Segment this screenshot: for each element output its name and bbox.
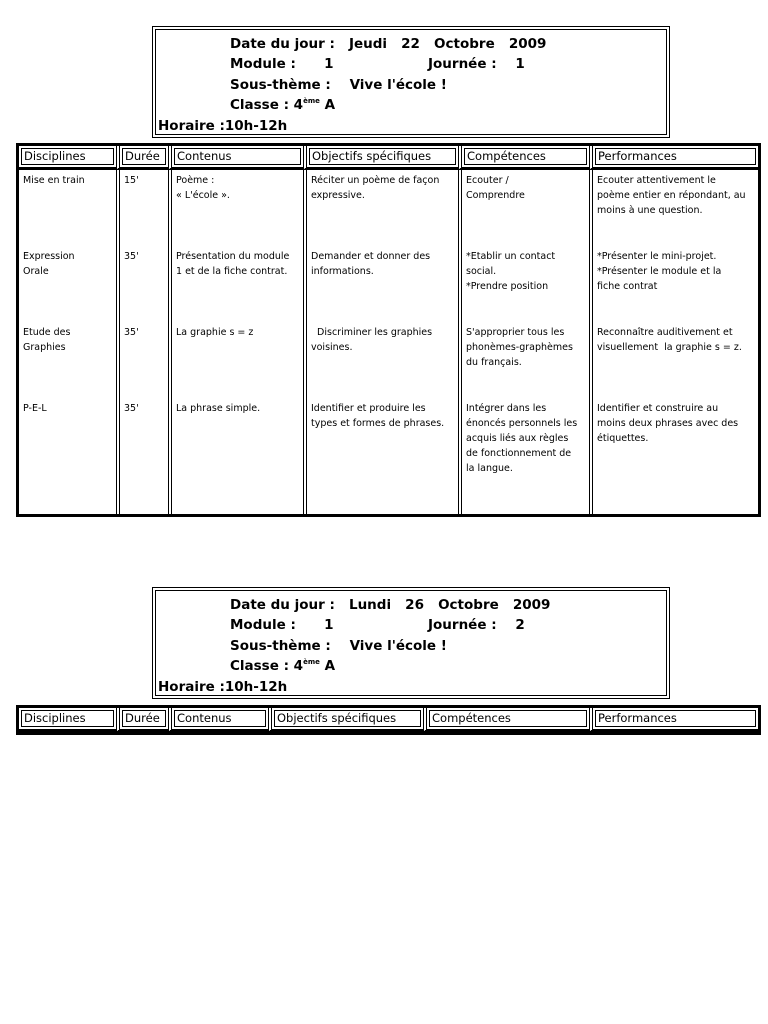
column-body-cell bbox=[589, 170, 758, 514]
cell-text-line: 35' bbox=[124, 251, 139, 262]
column-header-cell bbox=[168, 146, 303, 170]
cell-entry bbox=[23, 249, 112, 325]
cell-text-line: Présentation du module bbox=[176, 251, 290, 262]
column-header-label: Contenus bbox=[174, 710, 266, 727]
cell-entry bbox=[124, 325, 164, 401]
column-header-label: Durée bbox=[122, 710, 166, 727]
cell-entry bbox=[124, 249, 164, 325]
cell-text-line: moins deux phrases avec des bbox=[597, 418, 739, 429]
column-body-cell bbox=[303, 170, 458, 514]
column-body-cell bbox=[458, 170, 589, 514]
column-header-cell bbox=[458, 146, 589, 170]
cell-entry bbox=[311, 249, 454, 325]
cell-entry bbox=[466, 401, 585, 511]
cell-text-line: « L'école ». bbox=[176, 190, 230, 201]
cell-entry bbox=[176, 401, 299, 511]
cell-text-line: S'approprier tous les bbox=[466, 327, 565, 338]
cell-text-line: Expression bbox=[23, 251, 75, 262]
column-header-label: Performances bbox=[595, 710, 756, 727]
cell-entry bbox=[176, 325, 299, 401]
column-header-label: Disciplines bbox=[21, 148, 114, 165]
cell-text-line: *Présenter le module et la bbox=[597, 266, 722, 277]
column-header-cell bbox=[19, 708, 116, 732]
cell-text-line: Identifier et produire les bbox=[311, 403, 426, 414]
cell-entry bbox=[597, 173, 754, 249]
column-body-cell bbox=[19, 170, 116, 514]
cell-text-line: Réciter un poème de façon bbox=[311, 175, 440, 186]
cell-text-line: types et formes de phrases. bbox=[311, 418, 445, 429]
classe-line: Classe : 4ème A bbox=[230, 97, 336, 113]
cell-entry bbox=[124, 401, 164, 511]
cell-text-line: Mise en train bbox=[23, 175, 85, 186]
module-line: Module : 1 bbox=[230, 617, 334, 633]
cell-entry bbox=[311, 173, 454, 249]
column-header-cell bbox=[19, 146, 116, 170]
lesson-header-2 bbox=[152, 587, 670, 699]
cell-text-line: 1 et de la fiche contrat. bbox=[176, 266, 288, 277]
cell-text-line: fiche contrat bbox=[597, 281, 658, 292]
cell-text-line: social. bbox=[466, 266, 497, 277]
theme-line: Sous-thème : Vive l'école ! bbox=[230, 638, 447, 654]
date-line: Date du jour : Jeudi 22 Octobre 2009 bbox=[230, 36, 547, 52]
cell-text-line: Reconnaître auditivement et bbox=[597, 327, 733, 338]
column-header-label: Durée bbox=[122, 148, 166, 165]
column-header-cell bbox=[116, 146, 168, 170]
lesson-table-2 bbox=[16, 705, 761, 735]
column-header-cell bbox=[303, 146, 458, 170]
cell-entry bbox=[311, 325, 454, 401]
column-header-label: Performances bbox=[595, 148, 756, 165]
date-line: Date du jour : Lundi 26 Octobre 2009 bbox=[230, 597, 551, 613]
lesson-table-1 bbox=[16, 143, 761, 517]
column-header-label: Objectifs spécifiques bbox=[309, 148, 456, 165]
cell-text-line: *Etablir un contact bbox=[466, 251, 556, 262]
cell-text-line: *Prendre position bbox=[466, 281, 549, 292]
cell-text-line: énoncés personnels les bbox=[466, 418, 578, 429]
column-header-label: Disciplines bbox=[21, 710, 114, 727]
cell-text-line: Poème : bbox=[176, 175, 215, 186]
cell-entry bbox=[23, 401, 112, 511]
column-header-cell bbox=[589, 708, 758, 732]
column-header-cell bbox=[423, 708, 589, 732]
column-header-cell bbox=[168, 708, 268, 732]
cell-entry bbox=[311, 401, 454, 511]
column-header-label: Compétences bbox=[464, 148, 587, 165]
horaire-line: Horaire :10h-12h bbox=[158, 118, 288, 134]
cell-text-line: Ecouter attentivement le bbox=[597, 175, 716, 186]
cell-text-line: acquis liés aux règles bbox=[466, 433, 569, 444]
column-header-label: Contenus bbox=[174, 148, 301, 165]
cell-text-line: la langue. bbox=[466, 463, 513, 474]
cell-text-line: Orale bbox=[23, 266, 49, 277]
cell-text-line: 35' bbox=[124, 403, 139, 414]
cell-text-line: voisines. bbox=[311, 342, 353, 353]
cell-text-line: visuellement la graphie s = z. bbox=[597, 342, 742, 353]
cell-text-line: phonèmes-graphèmes bbox=[466, 342, 573, 353]
cell-text-line: Intégrer dans les bbox=[466, 403, 547, 414]
cell-text-line: 15' bbox=[124, 175, 139, 186]
cell-text-line: 35' bbox=[124, 327, 139, 338]
journee-line: Journée : 2 bbox=[428, 617, 525, 633]
journee-line: Journée : 1 bbox=[428, 56, 525, 72]
theme-line: Sous-thème : Vive l'école ! bbox=[230, 77, 447, 93]
cell-text-line: Graphies bbox=[23, 342, 66, 353]
table-header-row bbox=[19, 146, 758, 170]
column-header-label: Compétences bbox=[429, 710, 587, 727]
column-body-cell bbox=[116, 170, 168, 514]
cell-entry bbox=[176, 249, 299, 325]
cell-entry bbox=[23, 325, 112, 401]
column-header-cell bbox=[116, 708, 168, 732]
cell-text-line: du français. bbox=[466, 357, 522, 368]
cell-text-line: Comprendre bbox=[466, 190, 525, 201]
cell-entry bbox=[176, 173, 299, 249]
cell-entry bbox=[466, 325, 585, 401]
cell-text-line: de fonctionnement de bbox=[466, 448, 572, 459]
cell-entry bbox=[466, 249, 585, 325]
cell-text-line: expressive. bbox=[311, 190, 365, 201]
cell-entry bbox=[597, 401, 754, 511]
cell-text-line: moins à une question. bbox=[597, 205, 703, 216]
cell-entry bbox=[23, 173, 112, 249]
lesson-header-1 bbox=[152, 26, 670, 138]
cell-text-line: Identifier et construire au bbox=[597, 403, 719, 414]
cell-entry bbox=[597, 249, 754, 325]
column-header-label: Objectifs spécifiques bbox=[274, 710, 421, 727]
cell-entry bbox=[597, 325, 754, 401]
cell-text-line: Discriminer les graphies bbox=[311, 327, 433, 338]
cell-entry bbox=[466, 173, 585, 249]
cell-text-line: *Présenter le mini-projet. bbox=[597, 251, 717, 262]
module-line: Module : 1 bbox=[230, 56, 334, 72]
column-body-cell bbox=[168, 170, 303, 514]
column-header-cell bbox=[268, 708, 423, 732]
cell-text-line: poème entier en répondant, au bbox=[597, 190, 746, 201]
column-header-cell bbox=[589, 146, 758, 170]
cell-text-line: Ecouter / bbox=[466, 175, 509, 186]
classe-line: Classe : 4ème A bbox=[230, 658, 336, 674]
cell-text-line: étiquettes. bbox=[597, 433, 649, 444]
horaire-line: Horaire :10h-12h bbox=[158, 679, 288, 695]
cell-text-line: La phrase simple. bbox=[176, 403, 261, 414]
table-header-row bbox=[19, 708, 758, 732]
table-body-row bbox=[19, 170, 758, 514]
cell-text-line: Etude des bbox=[23, 327, 71, 338]
cell-text-line: P-E-L bbox=[23, 403, 47, 414]
cell-text-line: informations. bbox=[311, 266, 374, 277]
cell-text-line: Demander et donner des bbox=[311, 251, 431, 262]
cell-entry bbox=[124, 173, 164, 249]
cell-text-line: La graphie s = z bbox=[176, 327, 254, 338]
